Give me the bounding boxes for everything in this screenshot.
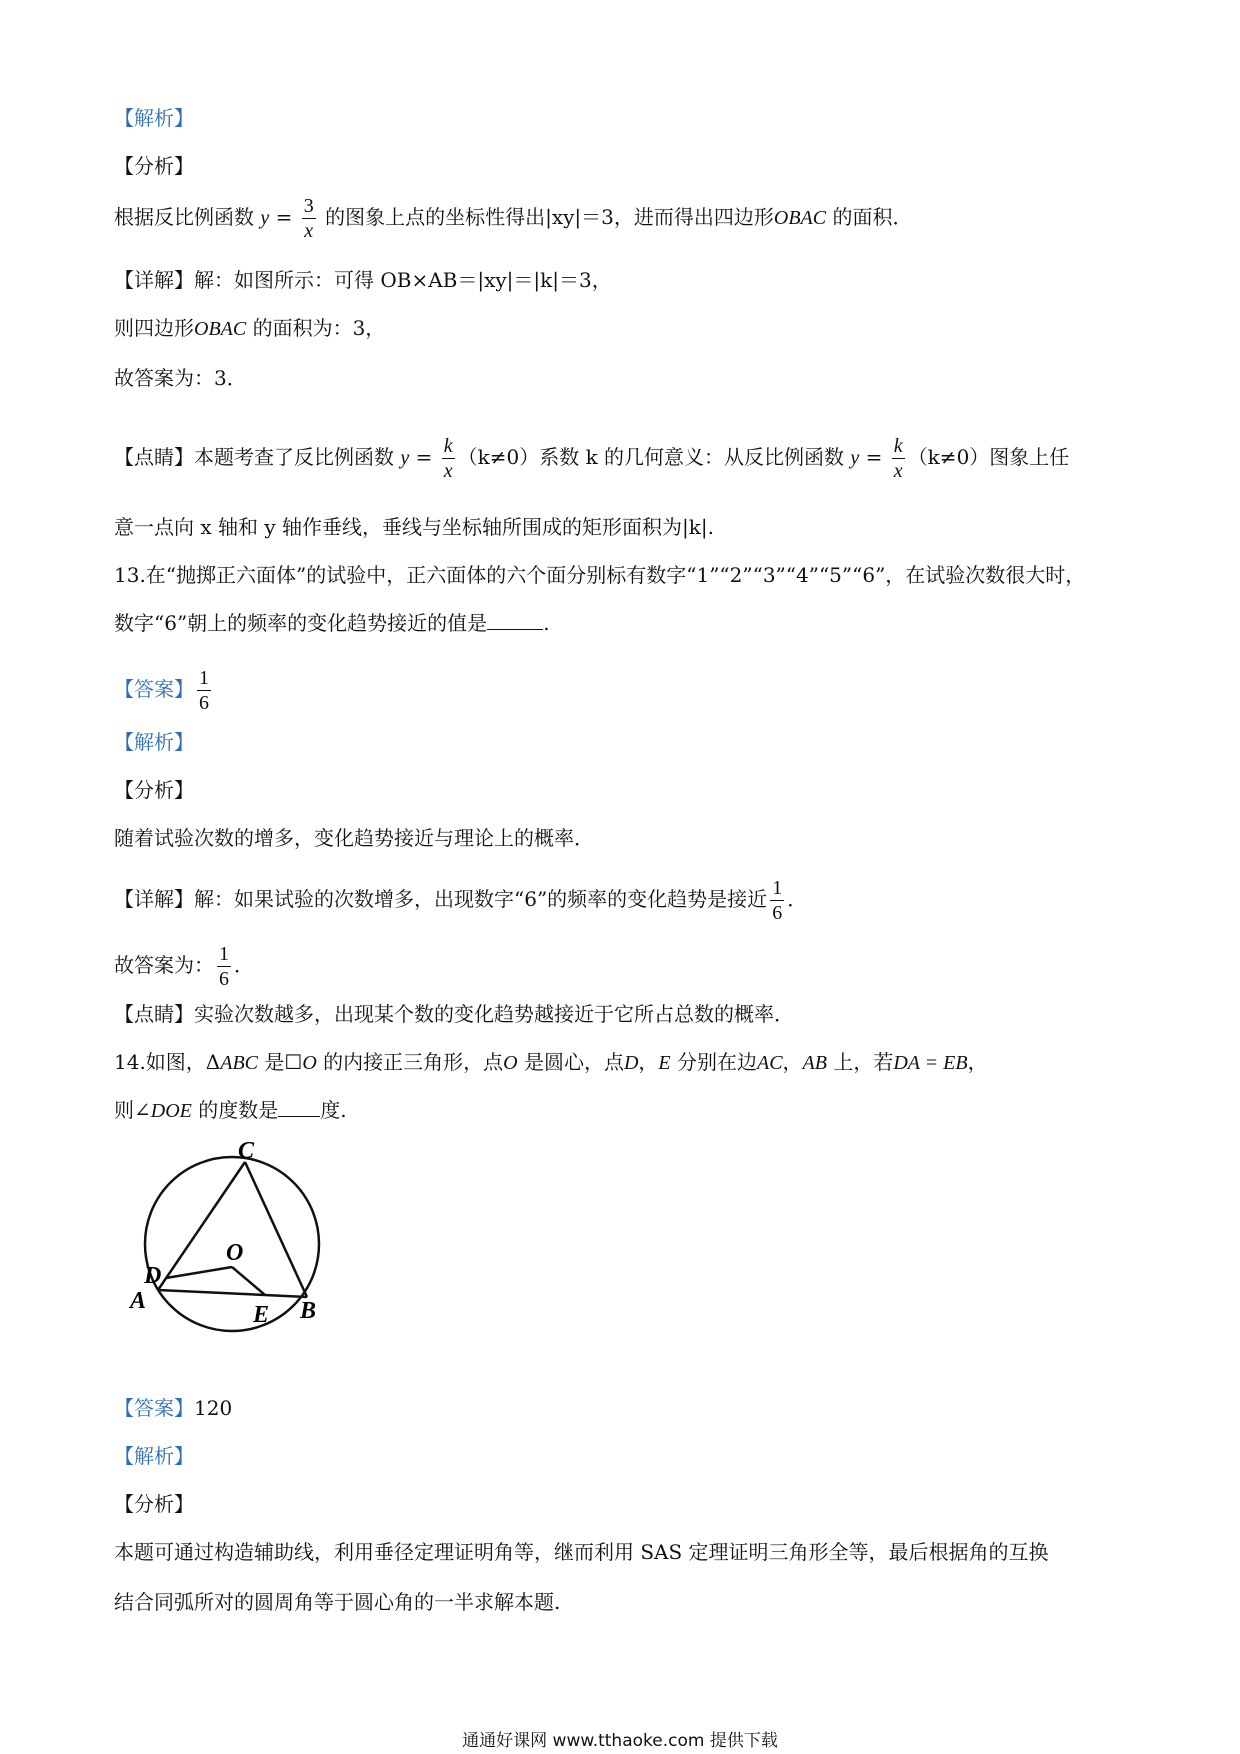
- jiexi-tag: 【解析】: [114, 106, 194, 130]
- q14-answer-line: [114, 1394, 232, 1422]
- fraction-denominator: 6: [772, 902, 783, 924]
- answer-blank: [487, 611, 543, 630]
- side-ab: [158, 1290, 307, 1297]
- math-expression: ∠DOE: [134, 1100, 192, 1122]
- answer-value: 120: [194, 1396, 233, 1420]
- text-segment: ，: [967, 1050, 988, 1074]
- dianjing-tag: 【点睛】: [114, 445, 194, 469]
- math-var: O: [503, 1052, 518, 1074]
- text-segment: 解：如图所示：可得 OB×AB＝|xy|＝|k|＝3，: [194, 268, 612, 292]
- q14-question-line2: [114, 1096, 347, 1125]
- fraction-numerator: k: [443, 435, 453, 457]
- text-segment: 的面积为：3，: [246, 316, 386, 340]
- math-var: AC: [756, 1052, 783, 1074]
- math-var: OBAC: [773, 207, 827, 229]
- label-b: B: [300, 1298, 317, 1324]
- text-segment: 上，若: [826, 1050, 894, 1074]
- text-segment: （k≠0）图象上任: [907, 445, 1070, 469]
- q13-dianjing-line: [114, 1000, 794, 1028]
- label-e: E: [253, 1302, 270, 1328]
- label-c: C: [238, 1140, 255, 1164]
- answer-blank: [278, 1098, 320, 1117]
- fraction-1-over-6: [770, 876, 784, 925]
- text-segment: 是: [258, 1050, 285, 1074]
- text-segment: 则: [114, 1098, 134, 1122]
- fraction-numerator: 1: [199, 667, 209, 689]
- jiexi-tag: 【解析】: [114, 730, 194, 754]
- fraction-1-over-6: [217, 942, 231, 991]
- q12-fenxi-line: [114, 194, 912, 243]
- text-segment: （k≠0）系数 k 的几何意义：从反比例函数: [457, 445, 851, 469]
- text-segment: 故答案为：: [114, 953, 214, 977]
- text-segment: ，: [638, 1050, 659, 1074]
- fraction-3-over-x: [302, 194, 316, 243]
- text-segment: 的图象上点的坐标性得出|xy|＝3，进而得出四边形: [318, 205, 774, 229]
- fraction-numerator: 3: [303, 195, 314, 217]
- text-segment: 解：如果试验的次数增多，出现数字“6”的频率的变化趋势是接近: [194, 887, 768, 911]
- math-var: y: [850, 447, 860, 469]
- q13-xiangjie-line: [114, 876, 807, 925]
- text-segment: 的面积．: [826, 205, 913, 229]
- math-var: D: [623, 1052, 639, 1074]
- q13-question-line1: 13.在“抛掷正六面体”的试验中，正六面体的六个面分别标有数字“1”“2”“3”“4”“5”“6”，在试验次数很大时，: [114, 563, 1086, 587]
- label-a: A: [130, 1288, 147, 1314]
- math-var: OBAC: [194, 318, 247, 340]
- footer-credit: 通通好课网 www.tthaoke.com 提供下载: [462, 1731, 778, 1751]
- math-var: y: [260, 207, 270, 229]
- text-segment: ，: [782, 1050, 803, 1074]
- q14-fenxi-line2: 结合同弧所对的圆周角等于圆心角的一半求解本题.: [114, 1590, 561, 1614]
- q12-area-line: [114, 314, 385, 343]
- q12-dianjing-line2: 意一点向 x 轴和 y 轴作垂线，垂线与坐标轴所围成的矩形面积为|k|.: [114, 515, 714, 539]
- text-segment: 则四边形: [114, 316, 194, 340]
- label-o: O: [226, 1240, 244, 1266]
- text-segment: =: [859, 445, 889, 469]
- math-var: AB: [802, 1052, 827, 1074]
- text-segment: 的内接正三角形，点: [316, 1050, 504, 1074]
- fraction-denominator: 6: [219, 968, 229, 990]
- text-segment: ．: [787, 887, 808, 911]
- fraction-numerator: k: [893, 435, 903, 457]
- text-segment: 数字“6”朝上的频率的变化趋势接近的值是: [114, 611, 488, 635]
- fraction-k-over-x: [892, 434, 905, 483]
- q13-question-line2: [114, 609, 550, 637]
- text-segment: 本题考查了反比例函数: [194, 445, 401, 469]
- fraction-k-over-x: [442, 434, 455, 483]
- circle-symbol: ☐: [284, 1050, 303, 1074]
- daan-tag: 【答案】: [114, 1396, 194, 1420]
- math-var: O: [302, 1052, 317, 1074]
- fraction-1-over-6: [197, 666, 211, 715]
- q12-answer-line: 故答案为：3．: [114, 366, 247, 390]
- fenxi-tag: 【分析】: [114, 154, 194, 178]
- fraction-numerator: 1: [772, 877, 783, 899]
- text-segment: 的度数是: [191, 1098, 279, 1122]
- math-var: y: [400, 447, 410, 469]
- text-segment: 14.如图，Δ: [114, 1050, 221, 1074]
- fraction-denominator: x: [302, 218, 316, 243]
- q12-dianjing-line: [114, 434, 1069, 483]
- fenxi-tag: 【分析】: [114, 1492, 194, 1516]
- side-cb: [245, 1162, 307, 1297]
- q12-xiangjie-line: [114, 266, 612, 294]
- label-d: D: [144, 1263, 162, 1289]
- math-expression: DA = EB: [893, 1052, 968, 1074]
- fraction-numerator: 1: [219, 943, 229, 965]
- fraction-denominator: x: [893, 460, 903, 482]
- segment-oe: [232, 1267, 265, 1295]
- q14-fenxi-line1: 本题可通过构造辅助线，利用垂径定理证明角等，继而利用 SAS 定理证明三角形全等，最后根据角的互换: [114, 1540, 1049, 1564]
- text-segment: ．: [234, 953, 254, 977]
- text-segment: .: [543, 611, 550, 635]
- text-segment: 度.: [320, 1098, 347, 1122]
- xiangjie-tag: 【详解】: [114, 887, 194, 911]
- math-var: ABC: [220, 1052, 259, 1074]
- text-segment: 分别在边: [670, 1050, 757, 1074]
- text-segment: 根据反比例函数: [114, 205, 261, 229]
- q14-question-line1: [114, 1048, 988, 1077]
- q13-answer-final: [114, 942, 254, 991]
- fenxi-tag: 【分析】: [114, 778, 194, 802]
- jiexi-tag: 【解析】: [114, 1444, 194, 1468]
- text-segment: 实验次数越多，出现某个数的变化趋势越接近于它所占总数的概率．: [194, 1002, 794, 1026]
- daan-tag: 【答案】: [114, 677, 194, 701]
- fraction-denominator: x: [443, 460, 453, 482]
- text-segment: 是圆心，点: [517, 1050, 624, 1074]
- dianjing-tag: 【点睛】: [114, 1002, 194, 1026]
- circle-triangle-figure: [120, 1140, 350, 1345]
- math-var: E: [658, 1052, 671, 1074]
- q13-answer-line: [114, 666, 214, 715]
- segment-do: [166, 1267, 232, 1278]
- text-segment: =: [409, 445, 439, 469]
- xiangjie-tag: 【详解】: [114, 268, 194, 292]
- text-segment: =: [269, 205, 299, 229]
- q13-fenxi-text: 随着试验次数的增多，变化趋势接近与理论上的概率．: [114, 826, 594, 850]
- fraction-denominator: 6: [199, 692, 209, 714]
